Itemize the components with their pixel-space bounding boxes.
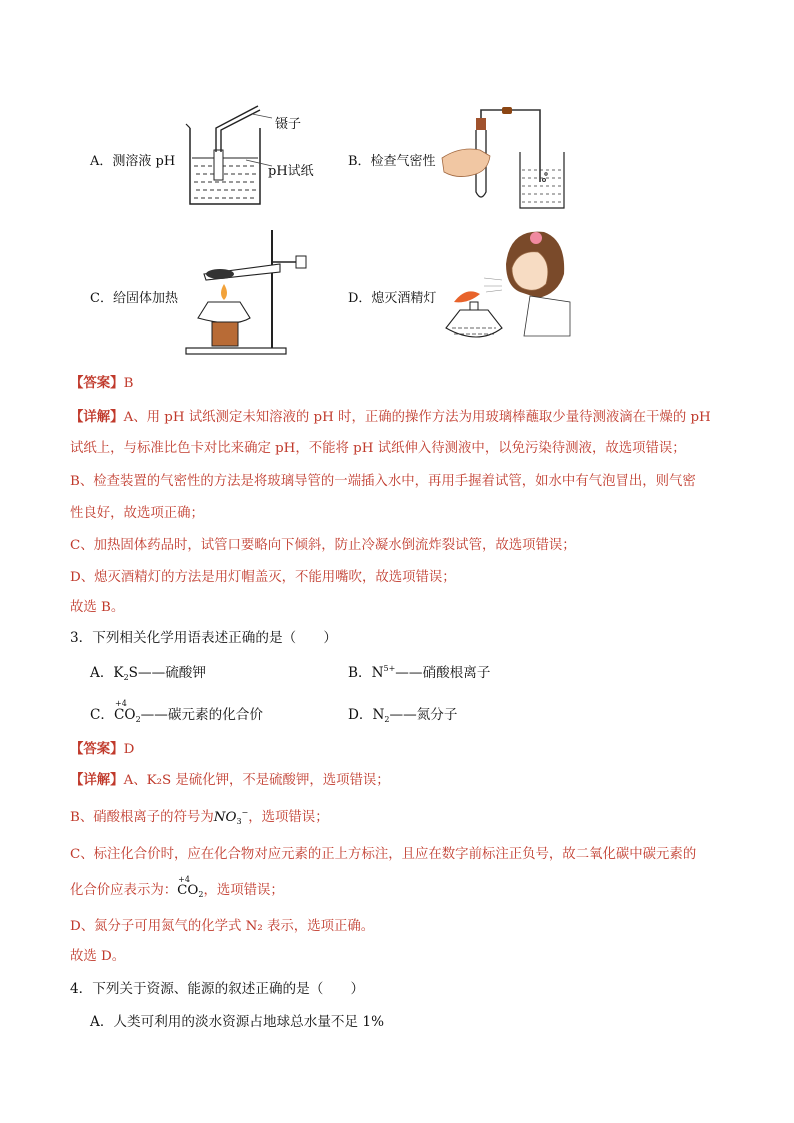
- q3-option-d: D．$N_2——$氮分子: [348, 707, 458, 724]
- heating-solid-figure: [184, 228, 324, 358]
- q3-detail-line-4: 化合价应表示为： +4 $CO_2$，选项错误；: [70, 875, 284, 899]
- q3-detail-line-2: B、硝酸根离子的符号为$NO_3^-$，选项错误；: [70, 808, 329, 826]
- q3-option-b: B．$N^{5+}——$硝酸根离子: [348, 664, 491, 681]
- extinguish-lamp-figure: [440, 228, 570, 360]
- figure-d-caption: D．熄灭酒精灯: [348, 291, 437, 306]
- q2-answer: 【答案】B: [70, 376, 134, 391]
- q3-option-c: C． +4 $CO_2——$碳元素的化合价: [90, 699, 263, 724]
- tweezers-label: 镊子: [275, 117, 302, 132]
- figure-a-caption: A．测溶液 pH: [90, 154, 176, 169]
- ph-test-figure: [186, 104, 276, 214]
- q2-detail-line-1: 【详解】A、用 pH 试纸测定未知溶液的 pH 时，正确的操作方法为用玻璃棒蘸取少量待测液滴在干燥的 pH: [70, 410, 711, 425]
- q2-detail-line-2: 试纸上，与标准比色卡对比来确定 pH，不能将 pH 试纸伸入待测液中，以免污染待测液，故选项错误；: [70, 441, 686, 456]
- q3-detail-line-5: D、氮分子可用氮气的化学式 N₂ 表示，选项正确。: [70, 919, 375, 934]
- q3-stem: 3．下列相关化学用语表述正确的是（ ）: [70, 630, 337, 646]
- q2-detail-line-5: C、加热固体药品时，试管口要略向下倾斜，防止冷凝水倒流炸裂试管，故选项错误；: [70, 538, 576, 553]
- q4-option-a: A．人类可利用的淡水资源占地球总水量不足 1%: [90, 1014, 384, 1030]
- q2-detail-line-4: 性良好，故选项正确；: [70, 506, 204, 521]
- figure-b-caption: B．检查气密性: [348, 154, 436, 169]
- q3-detail-line-1: 【详解】A、K₂S 是硫化钾，不是硫酸钾，选项错误；: [70, 773, 390, 788]
- q3-detail-line-3: C、标注化合价时，应在化合物对应元素的正上方标注，且应在数字前标注正负号，故二氧化碳中碳元素的: [70, 847, 697, 862]
- airtightness-figure: [440, 108, 570, 210]
- q2-detail-line-6: D、熄灭酒精灯的方法是用灯帽盖灭，不能用嘴吹，故选项错误；: [70, 570, 456, 585]
- q4-stem: 4．下列关于资源、能源的叙述正确的是（ ）: [70, 981, 365, 997]
- q3-answer: 【答案】D: [70, 742, 135, 757]
- q2-detail-line-3: B、检查装置的气密性的方法是将玻璃导管的一端插入水中，再用手握着试管，如水中有气泡冒出，则气密: [70, 474, 696, 489]
- figure-c-caption: C．给固体加热: [90, 291, 178, 306]
- q2-conclusion: 故选 B。: [70, 600, 125, 615]
- q3-option-a: A．$K_2S——$硫酸钾: [90, 665, 206, 682]
- q3-conclusion: 故选 D。: [70, 949, 126, 964]
- ph-paper-label: pH试纸: [268, 164, 314, 179]
